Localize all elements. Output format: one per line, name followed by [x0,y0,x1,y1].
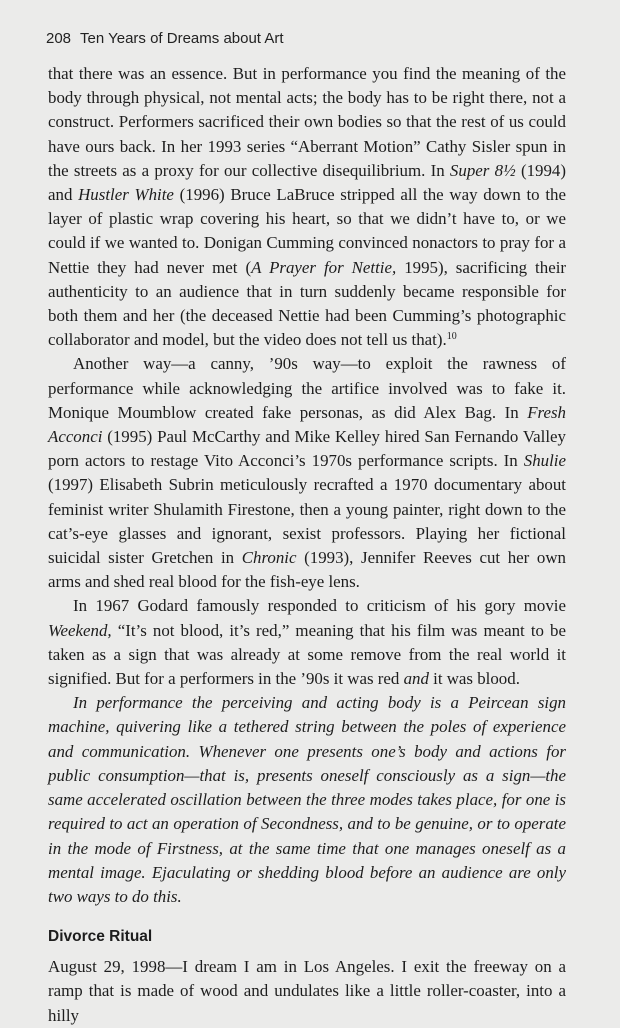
running-head [46,30,283,47]
running-title: Ten Years of Dreams about Art [80,30,284,47]
page-number: 208 [46,30,72,47]
paragraph [48,62,566,352]
paragraph [48,691,566,909]
text-run: 1995), sacrificing their authenticity to an audience that in turn suddenly became responsible for both them and her (the deceased Nettie had been Cumming’s photographic collaborator and model, but the video does not tell us that). [48,257,567,350]
text-run: (1995) Paul McCarthy and Mike Kelley hired San Fernando Valley porn actors to restage Vito Acconci’s 1970s performance scripts. In [48,427,566,471]
section-paragraph: August 29, 1998—I dream I am in Los Angeles. I exit the freeway on a ramp that is made of wood and undulates like a little roller-coaster, into a hilly [48,957,566,1025]
title-italic: Weekend, [48,620,112,640]
paragraph [48,352,566,594]
paragraph-list [48,62,566,909]
paragraph [48,594,566,691]
footnote-ref: 10 [446,331,457,343]
section-heading: Divorce Ritual [48,928,153,946]
title-italic: and [403,669,429,689]
text-run: In 1967 Godard famously responded to criticism of his gory movie [73,596,566,616]
title-italic: Shulie [523,451,566,471]
title-italic: A Prayer for Nettie, [251,257,397,277]
text-run: “It’s not blood, it’s red,” meaning that his film was meant to be taken as a sign that was already at some remove from the real world it signified. But for a performers in the ’90s it was red [48,620,566,689]
title-italic: Hustler White [78,185,174,205]
body-text [48,62,566,1028]
text-run: it was blood. [428,669,520,689]
title-italic: Super 8½ [449,160,516,180]
text-run: (1996) Bruce LaBruce stripped all the way down to the layer of plastic wrap covering his heart, so that we didn’t have to, or we could if we wanted to. Donigan Cumming convinced nonactors to pray for a Nettie they had never met ( [48,185,566,277]
text-run: (1994) and [48,160,566,205]
text-run: In performance the perceiving and acting body is a Peircean sign machine, quivering like a tethered string between the poles of experience and communication. Whenever one presents one’s body and actions for public consumption—that is, presents oneself consciously as a sign—the same accelerated oscillation between the three modes takes place, for one is required to act an operation of Secondness, and to be genuine, or to operate in the mode of Firstness, at the same time that one manages oneself as a mental image. Ejaculating or shedding blood before an audience are only two ways to do this. [48,693,566,906]
text-run: (1997) Elisabeth Subrin meticulously recrafted a 1970 documentary about feminist writer Shulamith Firestone, then a young painter, right down to the cat’s-eye glasses and ignorant, sexist professors. Playing her fictional suicidal sister Gretchen in [48,475,566,568]
title-italic: Fresh Acconci [48,402,566,447]
title-italic: Chronic [241,548,297,568]
text-run: that there was an essence. But in performance you find the meaning of the body through physical, not mental acts; the body has to be right there, not a construct. Performers sacrificed their own bodies so that the rest of us could have ours back. In her 1993 series “Aberrant Motion” Cathy Sisler spun in the streets as a proxy for our collective disequilibrium. In [48,64,566,180]
text-run: Another way—a canny, ’90s way—to exploit the rawness of performance while acknowledging the artifice involved was to fake it. Monique Moumblow created fake personas, as did Alex Bag. In [48,354,566,422]
text-run: (1993), Jennifer Reeves cut her own arms and shed real blood for the fish-eye lens. [48,548,566,592]
